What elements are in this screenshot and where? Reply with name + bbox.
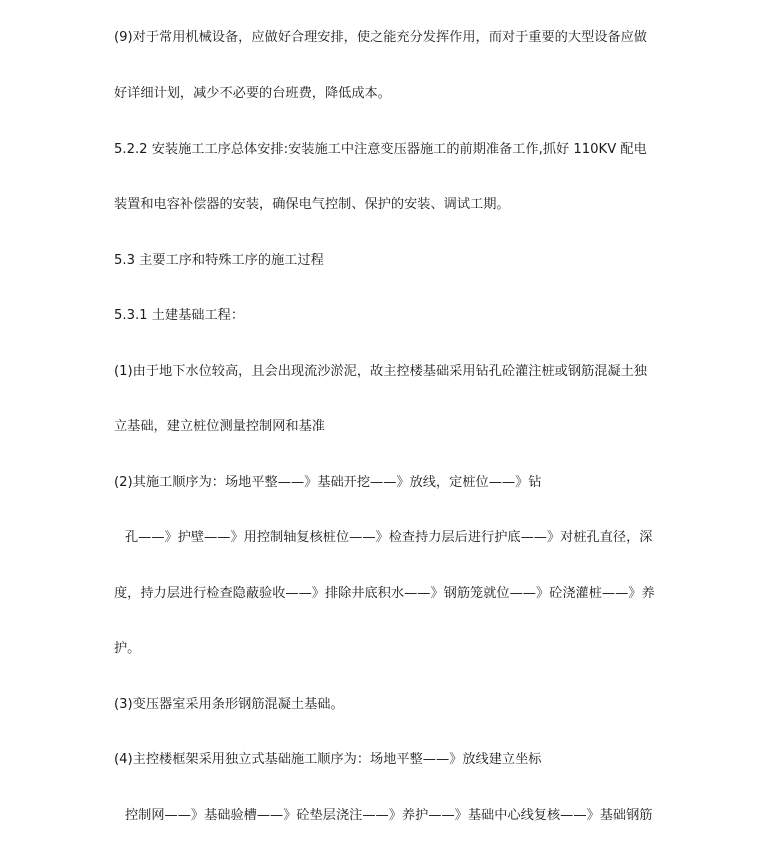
item-3-line-1: (3)变压器室采用条形钢筋混凝土基础。 [114, 697, 344, 712]
paragraph-9-line-1: (9)对于常用机械设备，应做好合理安排，使之能充分发挥作用，而对于重要的大型设备应做 [114, 30, 647, 45]
section-5-2-2-line-2: 装置和电容补偿器的安装，确保电气控制、保护的安装、调试工期。 [114, 197, 510, 212]
item-1-line-2: 立基础，建立桩位测量控制网和基准 [114, 419, 325, 434]
item-2-line-4: 护。 [114, 641, 141, 656]
item-1-line-1: (1)由于地下水位较高，且会出现流沙淤泥，故主控楼基础采用钻孔砼灌注桩或钢筋混凝土独 [114, 364, 647, 379]
section-5-3-1-heading: 5.3.1 土建基础工程： [114, 308, 245, 323]
item-4-line-1: (4)主控楼框架采用独立式基础施工顺序为：场地平整——》放线建立坐标 [114, 752, 542, 767]
section-5-3-heading: 5.3 主要工序和特殊工序的施工过程 [114, 253, 324, 268]
item-4-line-2: 控制网——》基础验槽——》砼垫层浇注——》养护——》基础中心线复核——》基础钢筋 [125, 808, 653, 823]
item-2-line-1: (2)其施工顺序为：场地平整——》基础开挖——》放线，定桩位——》钻 [114, 475, 542, 490]
item-2-line-2: 孔——》护壁——》用控制轴复核桩位——》检查持力层后进行护底——》对桩孔直径，深 [125, 530, 653, 545]
paragraph-9-line-2: 好详细计划，减少不必要的台班费，降低成本。 [114, 86, 391, 101]
section-5-2-2-line-1: 5.2.2 安装施工工序总体安排:安装施工中注意变压器施工的前期准备工作,抓好 110KV 配电 [114, 142, 647, 157]
item-2-line-3: 度，持力层进行检查隐蔽验收——》排除井底积水——》钢筋笼就位——》砼浇灌桩——》养 [114, 586, 655, 601]
